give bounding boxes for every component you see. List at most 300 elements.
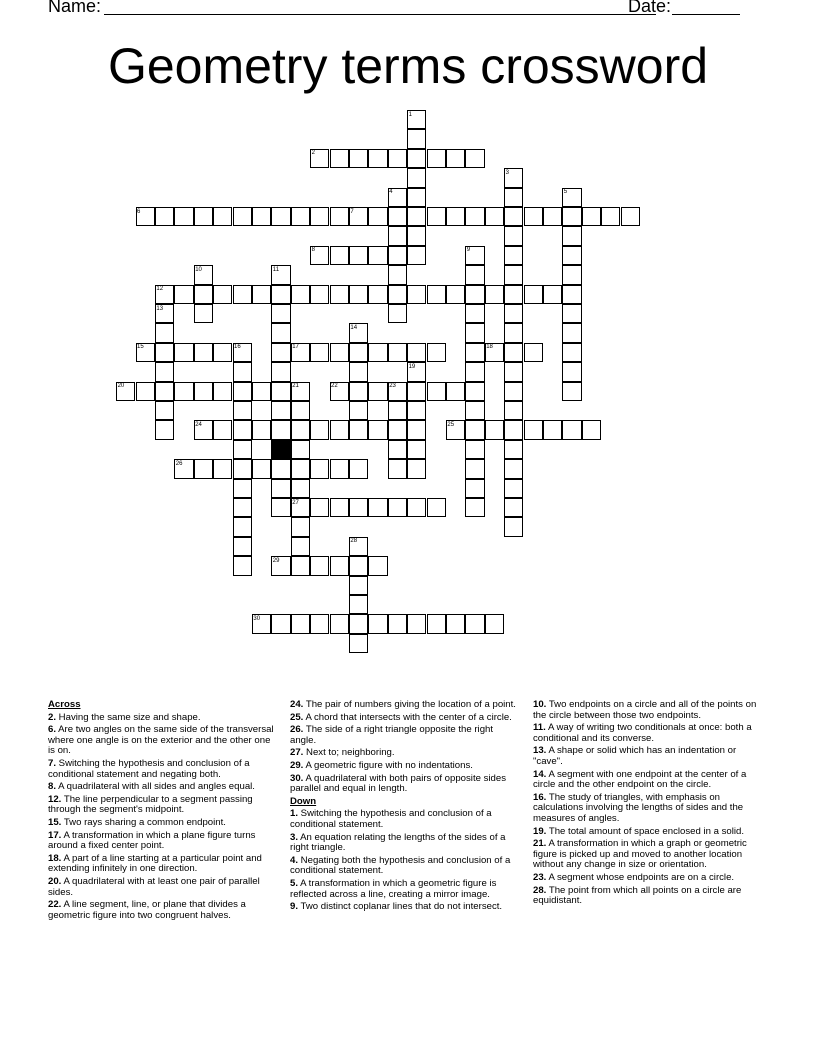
grid-cell[interactable] (465, 420, 484, 439)
grid-cell[interactable] (524, 420, 543, 439)
grid-cell[interactable] (388, 420, 407, 439)
clue-text: Switching the hypothesis and conclusion of a conditional statement. (290, 808, 492, 830)
grid-cell[interactable] (310, 556, 329, 575)
down-clue (533, 700, 759, 721)
grid-cell[interactable] (407, 498, 426, 517)
grid-cell[interactable] (330, 420, 349, 439)
clue-number-label: 7. (48, 757, 57, 769)
across-clue (48, 795, 274, 816)
grid-cell[interactable] (233, 362, 252, 381)
grid-cell[interactable] (233, 440, 252, 459)
grid-cell[interactable] (271, 420, 290, 439)
across-clue (48, 713, 274, 724)
grid-cell[interactable] (504, 479, 523, 498)
grid-cell[interactable] (543, 420, 562, 439)
grid-cell[interactable] (136, 382, 155, 401)
grid-cell[interactable] (271, 479, 290, 498)
clue-number-label: 12. (48, 793, 62, 805)
clue-number: 11 (272, 266, 280, 273)
grid-cell[interactable] (465, 149, 484, 168)
grid-cell[interactable] (310, 498, 329, 517)
grid-cell[interactable] (155, 382, 174, 401)
grid-cell[interactable] (446, 614, 465, 633)
grid-cell[interactable] (504, 207, 523, 226)
grid-cell[interactable] (174, 343, 193, 362)
grid-cell[interactable] (407, 420, 426, 439)
grid-cell[interactable] (233, 517, 252, 536)
grid-cell[interactable] (562, 226, 581, 245)
grid-cell[interactable] (271, 304, 290, 323)
clue-number-label: 13. (533, 745, 547, 757)
across-clue (290, 748, 516, 759)
grid-cell[interactable] (388, 226, 407, 245)
grid-cell[interactable] (388, 440, 407, 459)
grid-cell[interactable] (252, 207, 271, 226)
grid-cell[interactable] (465, 479, 484, 498)
grid-cell[interactable] (213, 420, 232, 439)
grid-cell[interactable] (155, 323, 174, 342)
grid-cell[interactable] (427, 498, 446, 517)
grid-cell[interactable] (388, 401, 407, 420)
grid-cell[interactable] (582, 420, 601, 439)
clue-text: A geometric figure with no indentations. (303, 759, 473, 771)
grid-cell[interactable] (465, 440, 484, 459)
grid-cell[interactable] (330, 556, 349, 575)
grid-cell[interactable] (504, 226, 523, 245)
clue-number: 3 (505, 169, 509, 176)
grid-cell[interactable] (194, 304, 213, 323)
grid-cell[interactable] (349, 595, 368, 614)
grid-cell[interactable] (524, 343, 543, 362)
grid-cell[interactable] (504, 188, 523, 207)
grid-cell[interactable] (349, 285, 368, 304)
clue-number-label: 19. (533, 825, 547, 837)
clue-number: 16 (234, 344, 241, 351)
grid-cell[interactable] (543, 207, 562, 226)
grid-cell[interactable] (427, 285, 446, 304)
clue-text: A quadrilateral with all sides and angles equal. (56, 781, 255, 793)
down-clue (290, 879, 516, 900)
grid-cell[interactable] (465, 614, 484, 633)
clue-number: 15 (137, 344, 144, 351)
clue-number: 22 (331, 383, 338, 390)
grid-cell[interactable] (349, 420, 368, 439)
clue-number-label: 6. (48, 724, 57, 736)
grid-cell[interactable] (562, 362, 581, 381)
grid-cell[interactable] (330, 614, 349, 633)
grid-cell[interactable] (233, 420, 252, 439)
grid-cell[interactable] (465, 459, 484, 478)
grid-cell[interactable] (504, 401, 523, 420)
grid-cell[interactable] (349, 246, 368, 265)
grid-cell[interactable] (446, 207, 465, 226)
grid-cell[interactable] (349, 556, 368, 575)
grid-cell[interactable] (368, 343, 387, 362)
grid-cell[interactable] (465, 498, 484, 517)
clue-number-label: 9. (290, 901, 299, 913)
grid-cell[interactable] (233, 498, 252, 517)
grid-cell[interactable] (233, 285, 252, 304)
grid-cell[interactable] (194, 207, 213, 226)
grid-cell[interactable] (155, 401, 174, 420)
grid-cell[interactable] (233, 479, 252, 498)
clue-text: An equation relating the lengths of the sides of a right triangle. (290, 831, 506, 854)
grid-cell[interactable] (368, 149, 387, 168)
grid-cell[interactable] (252, 382, 271, 401)
clue-number-label: 1. (290, 808, 299, 820)
down-clue (290, 902, 516, 913)
down-clue (533, 770, 759, 791)
down-clue (533, 873, 759, 884)
clue-number-label: 21. (533, 838, 547, 850)
grid-cell[interactable] (504, 420, 523, 439)
clue-text: Two rays sharing a common endpoint. (61, 816, 226, 828)
clue-number-label: 16. (533, 791, 547, 803)
grid-cell[interactable] (427, 614, 446, 633)
clue-number: 12 (156, 286, 164, 293)
grid-cell[interactable] (446, 382, 465, 401)
grid-cell[interactable] (271, 498, 290, 517)
across-clue (48, 759, 274, 780)
grid-cell[interactable] (504, 285, 523, 304)
clue-text: A line segment, line, or plane that divides a geometric figure into two congruent halves. (48, 899, 246, 921)
grid-cell[interactable] (407, 440, 426, 459)
clue-text: A segment whose endpoints are on a circle. (546, 871, 735, 883)
grid-cell[interactable] (582, 207, 601, 226)
clue-number-label: 22. (48, 899, 62, 911)
grid-cell[interactable] (407, 285, 426, 304)
clue-text: A transformation in which a graph or geometric figure is picked up and moved to another location without any change in size or orientation. (533, 838, 747, 871)
name-label: Name: (48, 0, 102, 16)
clue-number: 14 (350, 324, 358, 331)
grid-cell[interactable] (291, 537, 310, 556)
clue-text: Two endpoints on a circle and all of the points on the circle between those two endpoints. (533, 699, 757, 721)
grid-cell[interactable] (465, 207, 484, 226)
clue-number-label: 28. (533, 884, 547, 896)
grid-cell[interactable] (407, 207, 426, 226)
grid-cell[interactable] (330, 459, 349, 478)
grid-cell[interactable] (194, 343, 213, 362)
grid-cell[interactable] (485, 420, 504, 439)
grid-cell[interactable] (504, 304, 523, 323)
grid-cell[interactable] (407, 168, 426, 187)
grid-cell[interactable] (233, 556, 252, 575)
clue-number: 28 (350, 538, 358, 545)
grid-cell[interactable] (174, 285, 193, 304)
down-clue (290, 856, 516, 877)
clue-text: The pair of numbers giving the location of a point. (303, 699, 516, 710)
grid-cell[interactable] (504, 265, 523, 284)
grid-cell[interactable] (388, 149, 407, 168)
down-clue (533, 746, 759, 767)
grid-cell[interactable] (407, 459, 426, 478)
grid-cell[interactable] (330, 246, 349, 265)
grid-cell[interactable] (310, 207, 329, 226)
grid-cell[interactable] (427, 382, 446, 401)
grid-cell[interactable] (504, 246, 523, 265)
grid-cell[interactable] (446, 149, 465, 168)
grid-cell[interactable] (194, 285, 213, 304)
grid-cell[interactable] (271, 207, 290, 226)
grid-cell[interactable] (310, 285, 329, 304)
grid-cell[interactable] (407, 382, 426, 401)
clue-number: 19 (408, 363, 416, 370)
grid-cell[interactable] (155, 420, 174, 439)
grid-cell[interactable] (407, 614, 426, 633)
grid-cell[interactable] (155, 207, 174, 226)
grid-cell[interactable] (368, 382, 387, 401)
grid-cell[interactable] (485, 614, 504, 633)
grid-cell[interactable] (310, 459, 329, 478)
grid-cell[interactable] (407, 226, 426, 245)
clue-number: 8 (311, 247, 315, 254)
grid-cell[interactable] (291, 556, 310, 575)
grid-cell[interactable] (368, 285, 387, 304)
grid-cell[interactable] (291, 479, 310, 498)
grid-cell[interactable] (388, 498, 407, 517)
clue-number-label: 15. (48, 816, 62, 828)
clue-number: 26 (175, 460, 183, 467)
grid-cell[interactable] (213, 285, 232, 304)
grid-cell[interactable] (485, 285, 504, 304)
grid-cell[interactable] (349, 149, 368, 168)
clue-number: 24 (195, 421, 202, 428)
grid-cell[interactable] (368, 246, 387, 265)
grid-cell[interactable] (446, 285, 465, 304)
grid-cell[interactable] (621, 207, 640, 226)
grid-cell[interactable] (330, 343, 349, 362)
grid-cell[interactable] (543, 285, 562, 304)
across-clue (48, 877, 274, 898)
grid-cell[interactable] (233, 382, 252, 401)
grid-cell[interactable] (349, 362, 368, 381)
grid-cell[interactable] (388, 459, 407, 478)
grid-cell[interactable] (368, 498, 387, 517)
grid-cell[interactable] (233, 459, 252, 478)
grid-cell[interactable] (233, 401, 252, 420)
grid-cell[interactable] (562, 304, 581, 323)
grid-cell[interactable] (562, 265, 581, 284)
grid-cell[interactable] (271, 459, 290, 478)
grid-cell[interactable] (330, 498, 349, 517)
grid-cell[interactable] (310, 420, 329, 439)
grid-cell[interactable] (349, 382, 368, 401)
across-clue (48, 854, 274, 875)
grid-cell[interactable] (524, 207, 543, 226)
grid-cell[interactable] (174, 382, 193, 401)
grid-cell[interactable] (504, 362, 523, 381)
across-clue (290, 713, 516, 724)
grid-cell[interactable] (271, 382, 290, 401)
grid-cell[interactable] (388, 207, 407, 226)
grid-cell[interactable] (465, 343, 484, 362)
grid-cell[interactable] (465, 382, 484, 401)
clue-text: A chord that intersects with the center of a circle. (303, 711, 512, 723)
clue-number-label: 24. (290, 699, 304, 710)
clue-number: 6 (137, 208, 141, 215)
grid-cell[interactable] (368, 614, 387, 633)
grid-cell[interactable] (252, 459, 271, 478)
grid-cell[interactable] (233, 207, 252, 226)
across-clue (48, 782, 274, 793)
grid-cell[interactable] (330, 149, 349, 168)
clue-text: The side of a right triangle opposite the right angle. (290, 724, 494, 746)
grid-cell[interactable] (349, 498, 368, 517)
grid-cell[interactable] (465, 265, 484, 284)
clue-text: A transformation in which a plane figure turns around a fixed center point. (48, 829, 256, 852)
clue-number: 9 (466, 247, 471, 254)
grid-cell[interactable] (388, 246, 407, 265)
grid-cell[interactable] (562, 420, 581, 439)
grid-cell[interactable] (194, 459, 213, 478)
grid-cell[interactable] (407, 129, 426, 148)
clue-number-label: 25. (290, 711, 304, 723)
clue-number-label: 5. (290, 877, 299, 889)
grid-cell[interactable] (291, 459, 310, 478)
grid-cell[interactable] (601, 207, 620, 226)
grid-cell[interactable] (349, 614, 368, 633)
clue-text: A quadrilateral with at least one pair of parallel sides. (48, 875, 260, 898)
clue-number-label: 17. (48, 829, 62, 841)
clue-number-label: 26. (290, 724, 304, 736)
page-title: Geometry terms crossword (107, 38, 709, 94)
grid-cell[interactable] (407, 343, 426, 362)
grid-cell[interactable] (349, 634, 368, 653)
grid-cell[interactable] (562, 382, 581, 401)
clue-text: A transformation in which a geometric figure is reflected across a line, creating a mirror image. (290, 877, 497, 900)
grid-cell[interactable] (252, 285, 271, 304)
grid-cell[interactable] (155, 343, 174, 362)
grid-cell[interactable] (368, 207, 387, 226)
grid-cell[interactable] (349, 576, 368, 595)
clue-number-label: 11. (533, 722, 546, 734)
grid-cell[interactable] (504, 498, 523, 517)
clue-number: 2 (311, 150, 315, 157)
clue-text: Are two angles on the same side of the transversal where one angle is on the exterior and the other one is on. (48, 724, 274, 757)
grid-cell[interactable] (407, 149, 426, 168)
grid-cell[interactable] (368, 556, 387, 575)
grid-cell[interactable] (504, 323, 523, 342)
grid-cell[interactable] (291, 207, 310, 226)
grid-cell[interactable] (388, 265, 407, 284)
grid-cell[interactable] (562, 285, 581, 304)
grid-cell[interactable] (465, 362, 484, 381)
down-clue (533, 723, 759, 744)
date-label: Date: (628, 0, 672, 16)
grid-cell[interactable] (271, 285, 290, 304)
grid-cell[interactable] (291, 420, 310, 439)
clue-text: Two distinct coplanar lines that do not intersect. (298, 901, 503, 913)
grid-cell[interactable] (349, 459, 368, 478)
grid-cell[interactable] (407, 401, 426, 420)
clue-number-label: 23. (533, 871, 547, 883)
across-clue (48, 818, 274, 829)
grid-cell[interactable] (407, 188, 426, 207)
grid-cell[interactable] (271, 323, 290, 342)
grid-cell[interactable] (213, 382, 232, 401)
grid-cell[interactable] (427, 149, 446, 168)
grid-cell[interactable] (562, 323, 581, 342)
grid-cell[interactable] (465, 304, 484, 323)
grid-cell[interactable] (291, 440, 310, 459)
grid-cell[interactable] (388, 304, 407, 323)
clue-number-label: 10. (533, 699, 547, 710)
grid-cell[interactable] (368, 420, 387, 439)
grid-cell[interactable] (271, 614, 290, 633)
grid-cell[interactable] (155, 362, 174, 381)
grid-cell[interactable] (465, 323, 484, 342)
clue-number: 27 (292, 499, 299, 506)
grid-cell[interactable] (271, 401, 290, 420)
grid-cell[interactable] (291, 614, 310, 633)
clue-number: 4 (389, 189, 393, 196)
clue-number: 29 (272, 557, 280, 564)
grid-cell[interactable] (291, 401, 310, 420)
grid-cell[interactable] (524, 285, 543, 304)
clue-number-label: 29. (290, 759, 304, 771)
grid-cell[interactable] (504, 517, 523, 536)
clue-text: A shape or solid which has an indentation or "cave". (533, 745, 737, 767)
grid-cell[interactable] (310, 343, 329, 362)
grid-cell[interactable] (504, 459, 523, 478)
grid-cell[interactable] (349, 343, 368, 362)
grid-cell[interactable] (233, 537, 252, 556)
down-heading: Down (290, 795, 317, 807)
grid-cell[interactable] (504, 382, 523, 401)
across-clue (290, 761, 516, 772)
grid-cell[interactable] (465, 285, 484, 304)
grid-cell[interactable] (291, 285, 310, 304)
grid-cell[interactable] (271, 343, 290, 362)
grid-cell[interactable] (427, 207, 446, 226)
grid-cell[interactable] (194, 382, 213, 401)
clue-number-label: 8. (48, 781, 57, 793)
clue-number: 23 (389, 383, 396, 390)
clue-number-label: 2. (48, 711, 57, 723)
clue-number: 7 (350, 208, 354, 215)
grid-cell[interactable] (174, 207, 193, 226)
grid-cell[interactable] (388, 614, 407, 633)
grid-cell[interactable] (349, 401, 368, 420)
clue-number: 25 (447, 421, 455, 428)
down-clue (533, 886, 759, 907)
grid-cell[interactable] (465, 401, 484, 420)
grid-cell[interactable] (388, 343, 407, 362)
grid-cell[interactable] (271, 362, 290, 381)
grid-cell[interactable] (291, 517, 310, 536)
clues-column-2 (290, 700, 516, 915)
grid-cell[interactable] (427, 343, 446, 362)
clue-number-label: 3. (290, 831, 299, 843)
clue-number: 13 (156, 305, 164, 312)
grid-cell[interactable] (252, 420, 271, 439)
grid-cell[interactable] (388, 285, 407, 304)
clue-number: 30 (253, 615, 261, 622)
grid-cell[interactable] (485, 207, 504, 226)
grid-cell[interactable] (213, 459, 232, 478)
grid-cell[interactable] (213, 343, 232, 362)
grid-cell[interactable] (504, 440, 523, 459)
grid-cell[interactable] (562, 207, 581, 226)
grid-cell[interactable] (504, 343, 523, 362)
grid-cell[interactable] (330, 285, 349, 304)
grid-cell[interactable] (213, 207, 232, 226)
grid-cell[interactable] (562, 343, 581, 362)
grid-cell[interactable] (562, 246, 581, 265)
grid-cell[interactable] (407, 246, 426, 265)
grid-cell[interactable] (310, 614, 329, 633)
grid-cell[interactable] (330, 207, 349, 226)
